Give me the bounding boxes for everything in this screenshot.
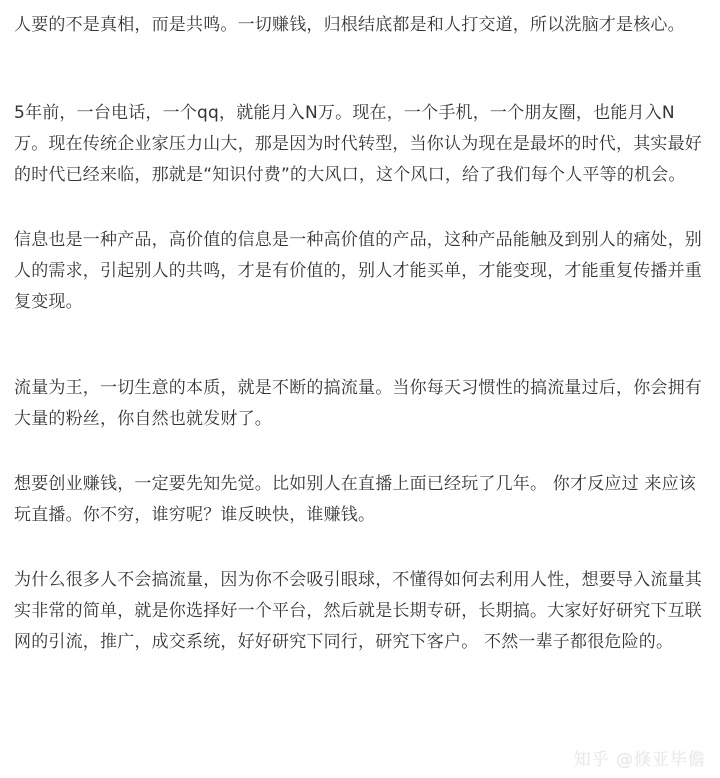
paragraph-5: 想要创业赚钱，一定要先知先觉。比如别人在直播上面已经玩了几年。 你才反应过 来应该玩直播。你不穷，谁穷呢？谁反映快，谁赚钱。: [14, 474, 697, 525]
paragraph-spacer: [14, 318, 704, 373]
paragraph-spacer: [14, 435, 704, 469]
paragraph-spacer: [14, 41, 704, 98]
paragraph-4: 流量为王，一切生意的本质，就是不断的搞流量。当你每天习惯性的搞流量过后，你会拥有大量的粉丝，你自然也就发财了。: [14, 378, 702, 429]
paragraph-spacer: [14, 191, 704, 225]
paragraph-1: 人要的不是真相，而是共鸣。一切赚钱，归根结底都是和人打交道，所以洗脑才是核心。: [14, 15, 685, 35]
paragraph-6: 为什么很多人不会搞流量，因为你不会吸引眼球，不懂得如何去利用人性，想要导入流量其实非常的简单，就是你选择好一个平台，然后就是长期专研，长期搞。大家好好研究下互联网的引流，推广，成交系统，好好研究下同行，研究下客户。 不然一辈子都很危险的。: [14, 570, 702, 652]
watermark: 知乎 @倏亚毕儋: [573, 750, 706, 770]
article-body: [14, 10, 704, 658]
paragraph-2: 5年前，一台电话，一个qq，就能月入N万。现在，一个手机，一个朋友圈，也能月入N万。现在传统企业家压力山大，那是因为时代转型，当你认为现在是最坏的时代，其实最好的时代已经来临，那就是“知识付费”的大风口，这个风口，给了我们每个人平等的机会。: [14, 103, 702, 185]
paragraph-spacer: [14, 531, 704, 565]
paragraph-3: 信息也是一种产品，高价值的信息是一种高价值的产品，这种产品能触及到别人的痛处，别人的需求，引起别人的共鸣，才是有价值的，别人才能买单，才能变现，才能重复传播并重复变现。: [14, 230, 702, 312]
